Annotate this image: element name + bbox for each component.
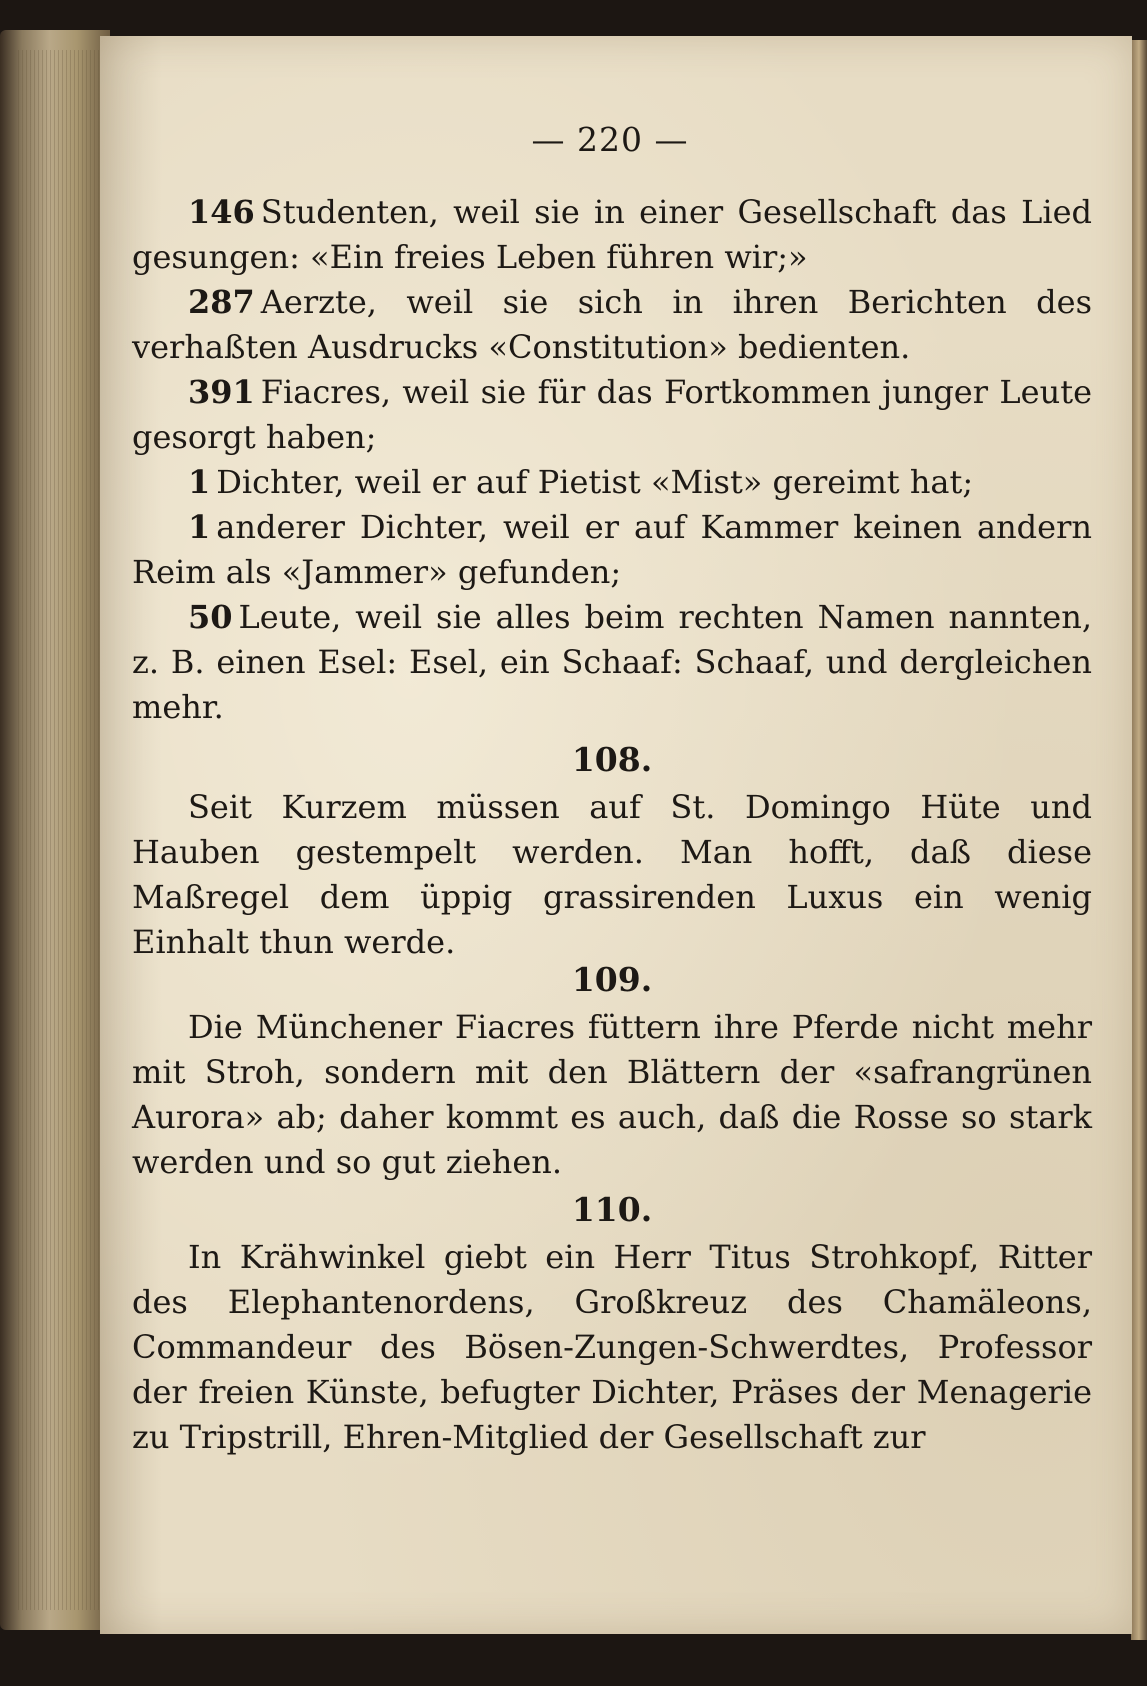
section-heading: 109.	[571, 960, 653, 999]
list-item-text: Leute, weil sie alles beim rechten Namen nannten, z. B. einen Esel: Esel, ein Schaaf: Schaaf, und dergleichen mehr.	[132, 598, 1092, 726]
section-text: Die Münchener Fiacres füttern ihre Pferde nicht mehr mit Stroh, sondern mit den Blättern der «safrangrünen Aurora» ab; daher kommt es auch, daß die Rosse so stark werden und so gut ziehen.	[132, 1008, 1092, 1181]
list-item-count: 50	[188, 598, 233, 636]
list-item-count: 287	[188, 283, 255, 321]
list-item-text: anderer Dichter, weil er auf Kammer keinen andern Reim als «Jammer» gefunden;	[132, 508, 1092, 591]
list-item-text: Dichter, weil er auf Pietist «Mist» gereimt hat;	[216, 463, 974, 501]
list-item	[132, 370, 1092, 460]
page-number: — 220 —	[531, 120, 689, 159]
list-item	[132, 505, 1092, 595]
section-text: Seit Kurzem müssen auf St. Domingo Hüte und Hauben gestempelt werden. Man hofft, daß diese Maßregel dem üppig grassirenden Luxus ein wenig Einhalt thun werde.	[132, 788, 1092, 961]
list-item-count: 146	[188, 193, 255, 231]
list-item-count: 1	[188, 463, 211, 501]
list-item-count: 391	[188, 373, 255, 411]
list-item-text: Studenten, weil sie in einer Gesellschaft das Lied gesungen: «Ein freies Leben führen wir;»	[132, 193, 1092, 276]
list-item	[132, 190, 1092, 280]
list-item	[132, 280, 1092, 370]
section-heading: 110.	[571, 1190, 653, 1229]
list-item-text: Fiacres, weil sie für das Fortkommen junger Leute gesorgt haben;	[132, 373, 1092, 456]
list-item-count: 1	[188, 508, 211, 546]
list-item	[132, 595, 1092, 730]
book-page-stack	[0, 30, 110, 1630]
section-heading: 108.	[571, 740, 653, 779]
list-item	[132, 460, 1092, 505]
list-item-text: Aerzte, weil sie sich in ihren Berichten des verhaßten Ausdrucks «Constitution» bedienten.	[132, 283, 1092, 366]
section-text: In Krähwinkel giebt ein Herr Titus Strohkopf, Ritter des Elephantenordens, Großkreuz des Chamäleons, Commandeur des Bösen-Zungen-Schwerdtes, Professor der freien Künste, befugter Dichter, Präses der Menagerie zu Tripstrill, Ehren-Mitglied der Gesellschaft zur	[132, 1238, 1092, 1456]
book-right-edge	[1131, 40, 1147, 1640]
